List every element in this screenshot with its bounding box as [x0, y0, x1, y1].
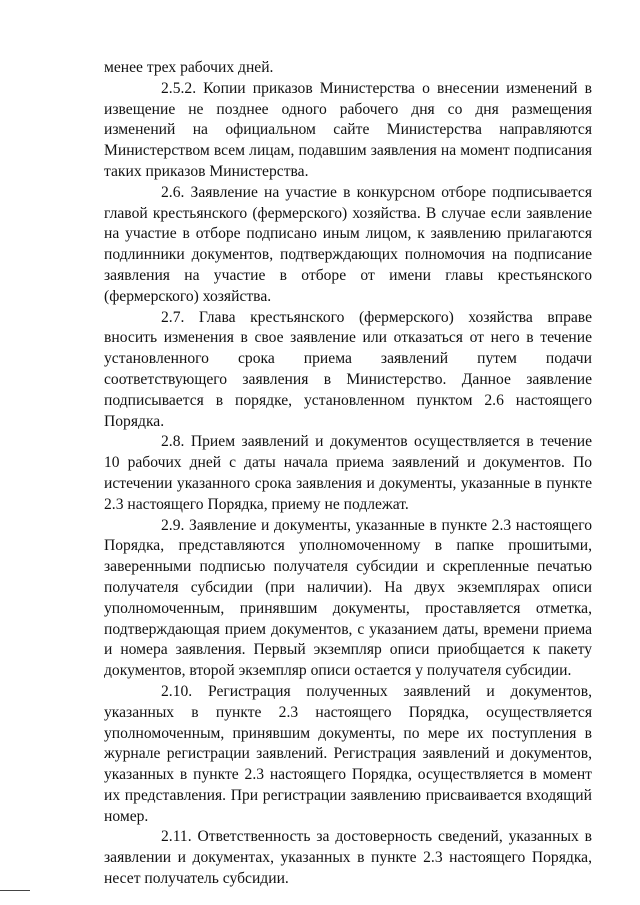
paragraph-2-7: 2.7. Глава крестьянского (фермерского) хозяйства вправе вносить изменения в свое заявление или отказаться от него в течение установленного срока приема заявлений путем подачи соответствующего заявления в Министерство. Данное заявление подписывается в порядке, установленном пунктом 2.6 настоящего Порядка.	[104, 308, 592, 430]
paragraph-2-10: 2.10. Регистрация полученных заявлений и документов, указанных в пункте 2.3 настоящего Порядка, осуществляется уполномоченным, принявшим документы, по мере их поступления в журнале регистрации заявлений. Регистрация заявлений и документов, указанных в пункте 2.3 настоящего Порядка, осуществляется в момент их представления. При регистрации заявлению присваивается входящий номер.	[104, 682, 592, 825]
paragraph-2-8: 2.8. Прием заявлений и документов осуществляется в течение 10 рабочих дней с даты начала приема заявлений и документов. По истечении указанного срока заявления и документы, указанные в пункте 2.3 настоящего Порядка, приему не подлежат.	[104, 433, 592, 513]
paragraph-2-9: 2.9. Заявление и документы, указанные в пункте 2.3 настоящего Порядка, представляются уполномоченному в папке прошитыми, заверенными подписью получателя субсидии и скрепленные печатью получателя субсидии (при наличии). На двух экземплярах описи уполномоченным, принявшим документы, проставляется отметка, подтверждающая прием документов, с указанием даты, времени приема и номера заявления. Первый экземпляр описи приобщается к пакету документов, второй экземпляр описи остается у получателя субсидии.	[104, 516, 592, 680]
page-edge-mark	[0, 890, 30, 891]
paragraph-2-11: 2.11. Ответственность за достоверность сведений, указанных в заявлении и документах, указанных в пункте 2.3 настоящего Порядка, несет получатель субсидии.	[104, 828, 592, 888]
paragraph-continuation: менее трех рабочих дней.	[104, 59, 274, 76]
paragraph-2-6: 2.6. Заявление на участие в конкурсном отборе подписывается главой крестьянского (фермерского) хозяйства. В случае если заявление на участие в отборе подписано иным лицом, к заявлению прилагаются подлинники документов, подтверждающих полномочия на подписание заявления на участие в отборе от имени главы крестьянского (фермерского) хозяйства.	[104, 183, 592, 305]
paragraph-2-5-2: 2.5.2. Копии приказов Министерства о внесении изменений в извещение не позднее одного рабочего дня со дня размещения изменений на официальном сайте Министерства направляются Министерством всем лицам, подавшим заявления на момент подписания таких приказов Министерства.	[104, 79, 592, 180]
